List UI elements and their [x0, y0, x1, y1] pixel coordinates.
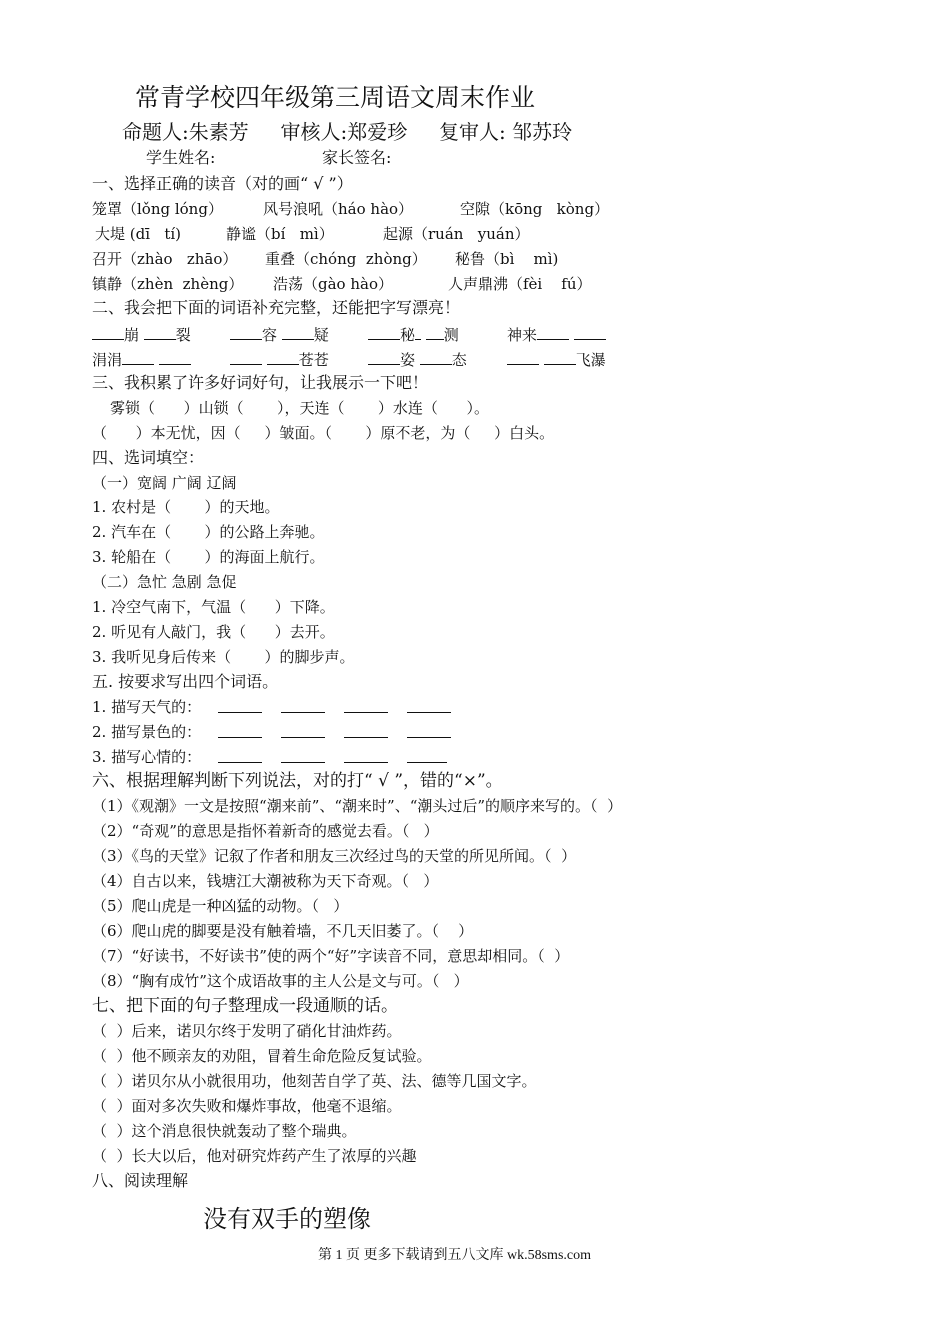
judge-item: （8）“胸有成竹”这个成语故事的主人公是文与可。（ ） — [92, 972, 469, 990]
question-item: 3. 我听见身后传来（ ）的脚步声。 — [92, 648, 355, 666]
blank[interactable] — [218, 747, 262, 763]
section-3-heading: 三、我积累了许多好词好句，让我展示一下吧！ — [92, 373, 429, 392]
judge-item: （3）《鸟的天堂》记叙了作者和朋友三次经过鸟的天堂的所见所闻。（ ） — [92, 847, 577, 865]
blank[interactable] — [368, 324, 400, 340]
question-item: 1. 农村是（ ）的天地。 — [92, 498, 280, 516]
pinyin-item: 起源（ruán yuán） — [383, 225, 530, 243]
pinyin-item: 镇静（zhèn zhèng） — [92, 275, 244, 293]
pinyin-item: 空隙（kōng kòng） — [460, 200, 610, 218]
section-7-heading: 七、把下面的句子整理成一段通顺的话。 — [92, 996, 398, 1016]
blank[interactable] — [344, 747, 388, 763]
blank[interactable] — [281, 697, 325, 713]
order-item: （ ）长大以后，他对研究炸药产生了浓厚的兴趣 — [92, 1147, 417, 1165]
fill-word: 姿 态 — [368, 349, 467, 370]
fill-word: 容 疑 — [230, 324, 329, 345]
section-2-heading: 二、我会把下面的词语补充完整，还能把字写漂亮！ — [92, 298, 461, 317]
blank[interactable] — [420, 349, 452, 365]
pinyin-item: 召开（zhào zhāo） — [92, 250, 238, 268]
judge-item: （1）《观潮》一文是按照“潮来前”、“潮来时”、“潮头过后”的顺序来写的。（ ） — [92, 797, 623, 815]
blank[interactable] — [544, 349, 576, 365]
order-item: （ ）这个消息很快就轰动了整个瑞典。 — [92, 1122, 357, 1140]
blank[interactable] — [267, 349, 299, 365]
judge-item: （2）“奇观”的意思是指怀着新奇的感觉去看。（ ） — [92, 822, 439, 840]
fill-word-row-2: 涓涓 — [92, 349, 191, 370]
pinyin-item: 大堤 (dī tí) — [95, 225, 182, 243]
word-row: 2. 描写景色的： — [92, 723, 202, 741]
question-item: 2. 听见有人敲门，我（ ）去开。 — [92, 623, 335, 641]
question-item: 1. 冷空气南下，气温（ ）下降。 — [92, 598, 335, 616]
pinyin-item: 风号浪吼（háo hào） — [263, 200, 414, 218]
authors-line: 命题人:朱素芳 审核人:郑爱珍 复审人: 邹苏玲 — [122, 120, 573, 144]
order-item: （ ）面对多次失败和爆炸事故，他毫不退缩。 — [92, 1097, 402, 1115]
judge-item: （7）“好读书，不好读书”使的两个“好”字读音不同，意思却相同。（ ） — [92, 947, 570, 965]
section-1-heading: 一、选择正确的读音（对的画“ √ ”） — [92, 174, 353, 193]
section-5-heading: 五. 按要求写出四个词语。 — [92, 672, 279, 691]
word-group: （二）急忙 急剧 急促 — [92, 573, 237, 591]
blank[interactable] — [281, 722, 325, 738]
fill-word: 神来 — [507, 324, 606, 345]
judge-item: （6）爬山虎的脚要是没有触着墙，不几天旧萎了。（ ） — [92, 922, 474, 940]
blank[interactable] — [144, 324, 176, 340]
blank[interactable] — [507, 349, 539, 365]
judge-item: （4）自古以来，钱塘江大潮被称为天下奇观。（ ） — [92, 872, 439, 890]
passage-title: 没有双手的塑像 — [203, 1205, 371, 1233]
pinyin-item: 秘鲁（bì mì) — [455, 250, 559, 268]
order-item: （ ）诺贝尔从小就很用功，他刻苦自学了英、法、德等几国文字。 — [92, 1072, 537, 1090]
question-item: 2. 汽车在（ ）的公路上奔驰。 — [92, 523, 325, 541]
blank[interactable] — [281, 747, 325, 763]
page-title: 常青学校四年级第三周语文周末作业 — [135, 83, 536, 112]
blank[interactable] — [282, 324, 314, 340]
judge-item: （5）爬山虎是一种凶猛的动物。（ ） — [92, 897, 349, 915]
pinyin-item: 笼罩（lǒng lóng） — [92, 200, 223, 218]
blank[interactable] — [426, 324, 444, 340]
phrase-line: （ ）本无忧，因（ ）皱面。（ ）原不老，为（ ）白头。 — [92, 424, 555, 442]
blank[interactable] — [344, 697, 388, 713]
section-4-heading: 四、选词填空： — [92, 448, 205, 467]
pinyin-item: 浩荡（gào hào） — [273, 275, 393, 293]
blank[interactable] — [218, 722, 262, 738]
blank[interactable] — [415, 324, 421, 340]
pinyin-item: 静谧（bí mì） — [226, 225, 334, 243]
phrase-line: 雾锁（ ）山锁（ ），天连（ ）水连（ ）。 — [110, 399, 489, 417]
blank[interactable] — [230, 324, 262, 340]
pinyin-item: 人声鼎沸（fèi fú） — [448, 275, 592, 293]
blanks — [218, 747, 447, 768]
blank[interactable] — [537, 324, 569, 340]
page-footer: 第 1 页 更多下载请到五八文库 wk.58sms.com — [318, 1248, 591, 1263]
blank[interactable] — [344, 722, 388, 738]
blank[interactable] — [218, 697, 262, 713]
blank[interactable] — [574, 324, 606, 340]
fill-word: 苍苍 — [230, 349, 329, 370]
pinyin-item: 重叠（chóng zhòng） — [265, 250, 427, 268]
word-row: 1. 描写天气的： — [92, 698, 202, 716]
word-group: （一）宽阔 广阔 辽阔 — [92, 474, 237, 492]
student-name-label: 学生姓名: — [146, 148, 216, 167]
blank[interactable] — [407, 697, 451, 713]
parent-signature-label: 家长签名: — [322, 148, 392, 167]
blanks — [218, 722, 451, 743]
blank[interactable] — [159, 349, 191, 365]
word-row: 3. 描写心情的： — [92, 748, 202, 766]
section-8-heading: 八、阅读理解 — [92, 1171, 189, 1190]
fill-word: 秘 测 — [368, 324, 459, 345]
blank[interactable] — [92, 324, 124, 340]
fill-word: 飞瀑 — [507, 349, 606, 370]
blank[interactable] — [122, 349, 154, 365]
fill-word-row-1: 崩 裂 — [92, 324, 191, 345]
blank[interactable] — [407, 722, 451, 738]
question-item: 3. 轮船在（ ）的海面上航行。 — [92, 548, 325, 566]
blank[interactable] — [368, 349, 400, 365]
blanks — [218, 697, 451, 718]
section-6-heading: 六、根据理解判断下列说法，对的打“ √ ”，错的“×”。 — [92, 771, 503, 791]
order-item: （ ）他不顾亲友的劝阻，冒着生命危险反复试验。 — [92, 1047, 432, 1065]
blank[interactable] — [230, 349, 262, 365]
blank[interactable] — [407, 747, 447, 763]
order-item: （ ）后来，诺贝尔终于发明了硝化甘油炸药。 — [92, 1022, 402, 1040]
